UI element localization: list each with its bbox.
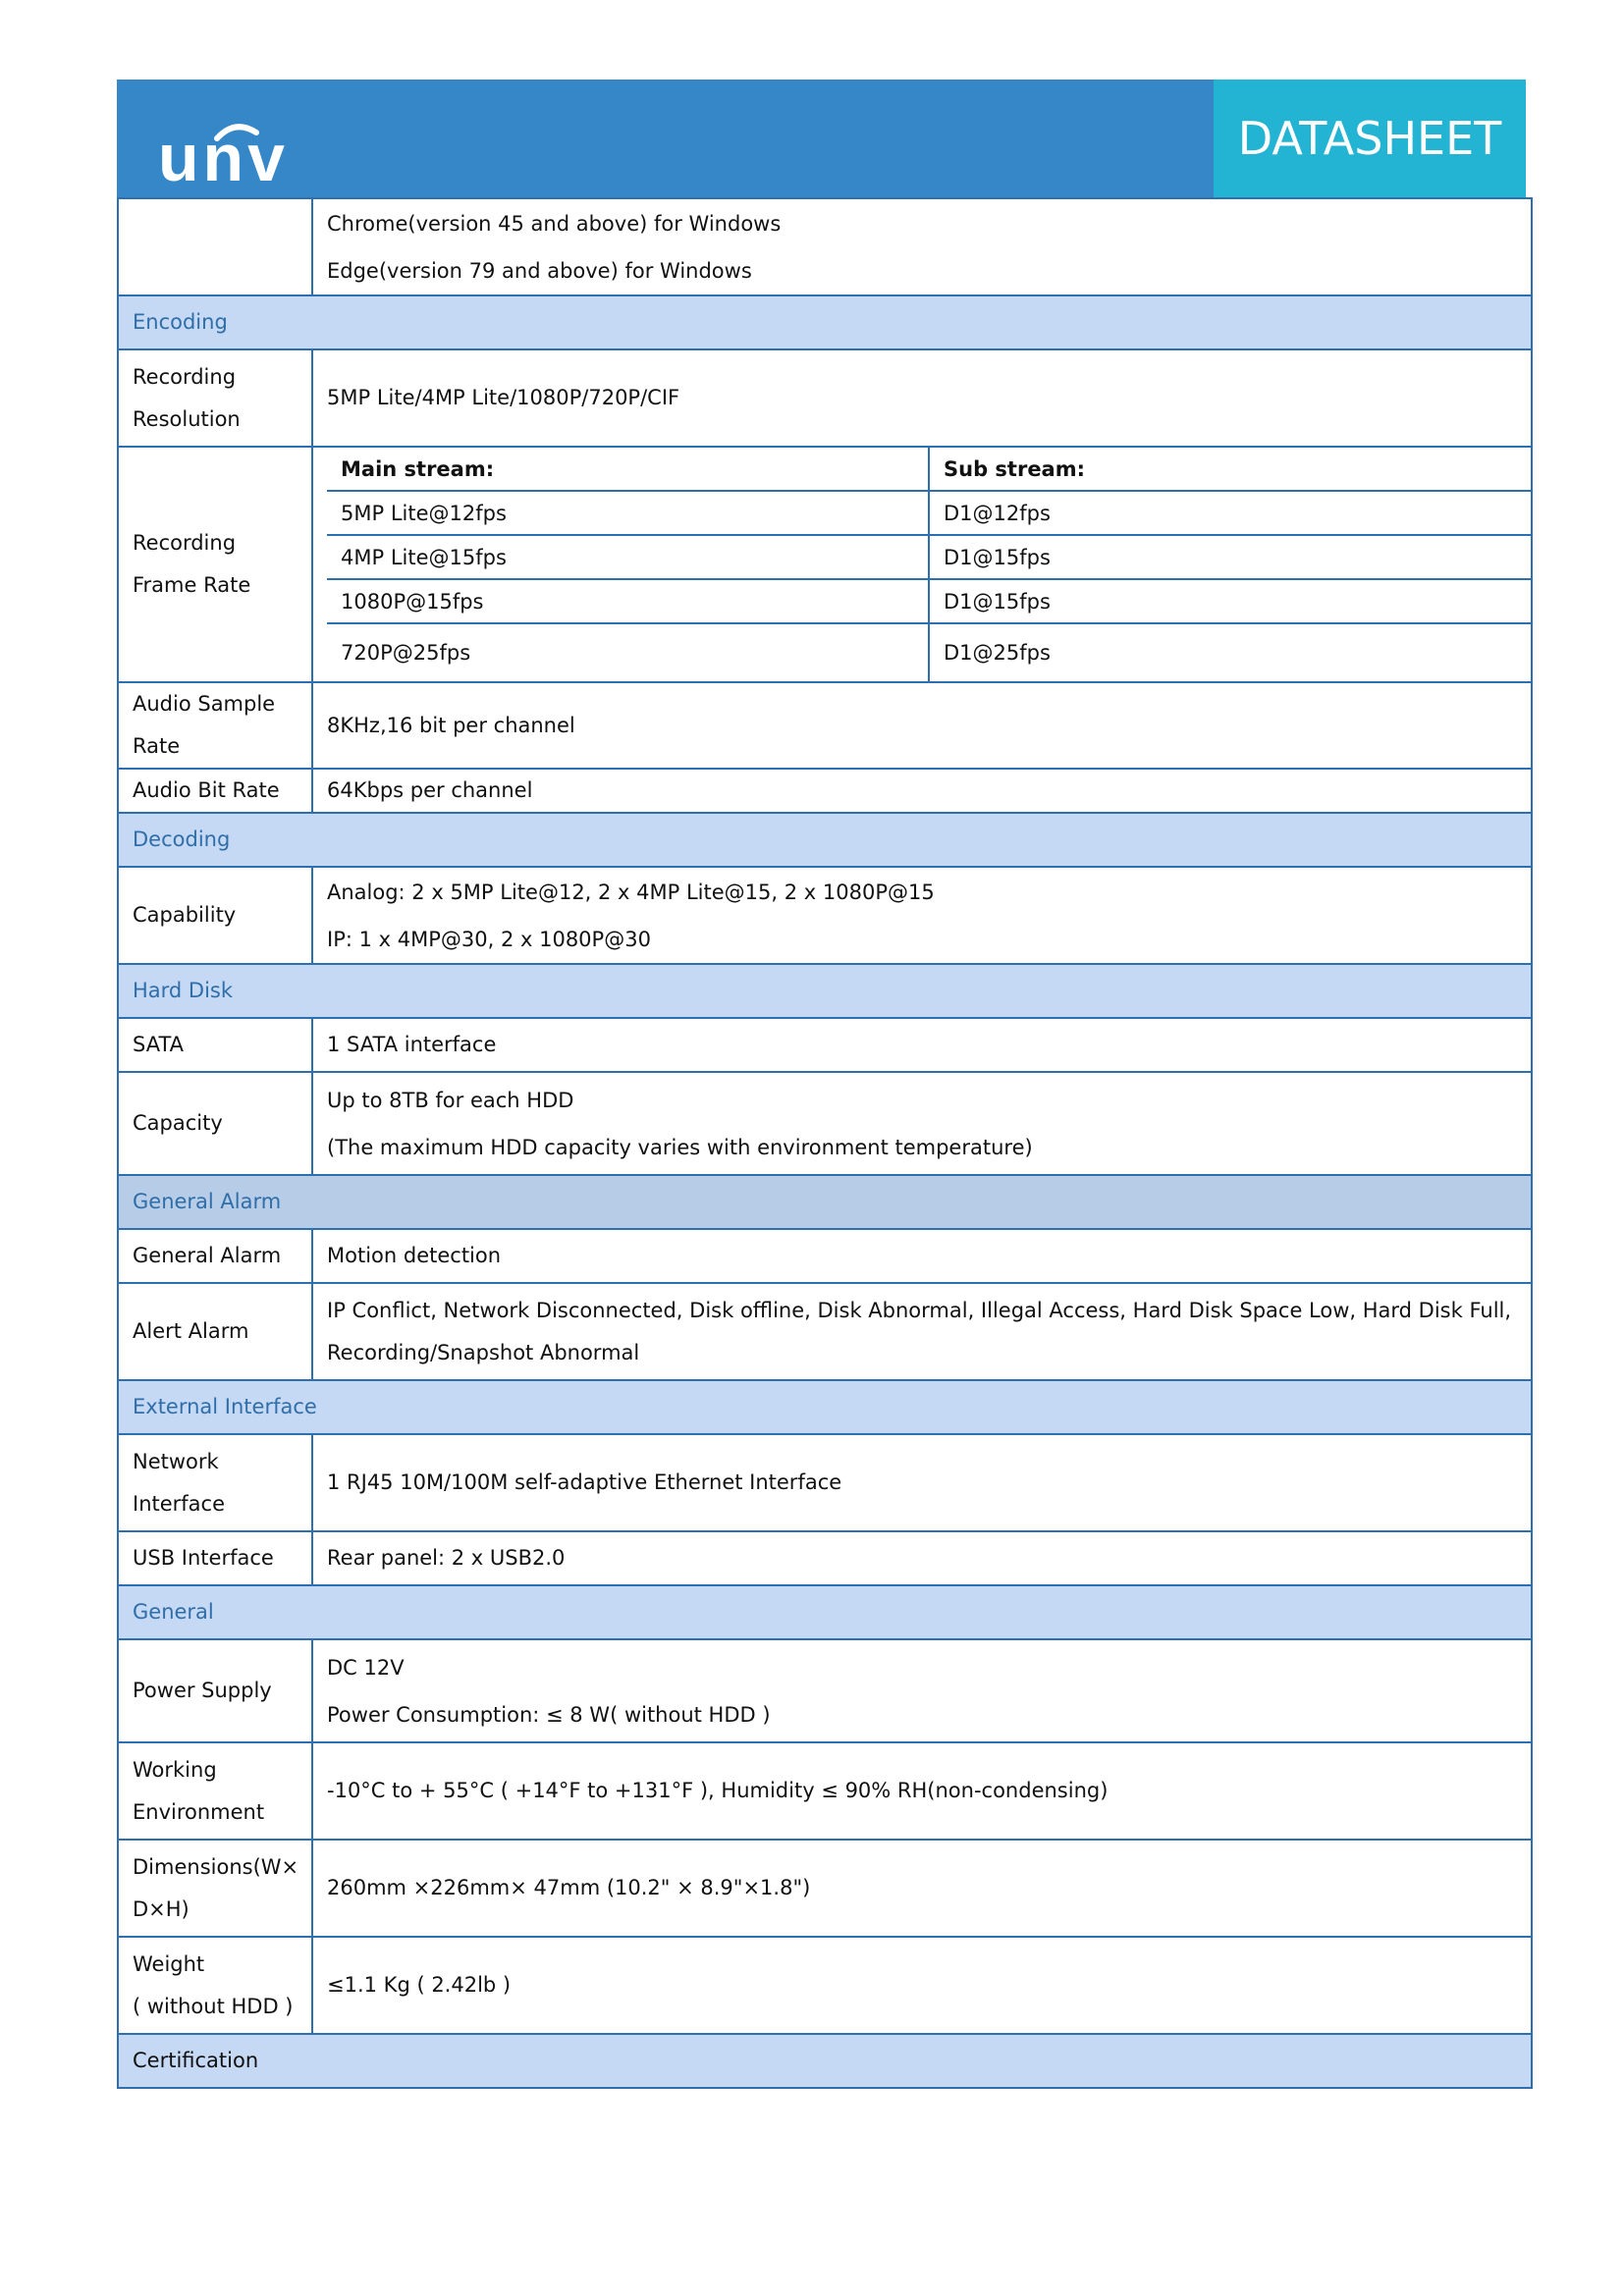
spec-value xyxy=(312,867,1532,964)
label-line: Environment xyxy=(133,1799,265,1824)
datasheet-badge xyxy=(1214,80,1526,198)
sub-stream-value: D1@15fps xyxy=(929,535,1531,579)
spec-value: 5MP Lite/4MP Lite/1080P/720P/CIF xyxy=(312,349,1532,447)
spec-label: Power Supply xyxy=(118,1639,312,1742)
section-certification xyxy=(118,2034,1532,2088)
spec-label xyxy=(118,1937,312,2034)
value-line: DC 12V xyxy=(327,1655,405,1680)
spec-value: 1 SATA interface xyxy=(312,1018,1532,1072)
label-line: Resolution xyxy=(133,406,241,431)
label-line: Weight xyxy=(133,1951,205,1976)
spec-label: General Alarm xyxy=(118,1229,312,1283)
browser-chrome: Chrome(version 45 and above) for Windows xyxy=(327,211,782,236)
row-general-alarm xyxy=(118,1229,1532,1283)
spec-value: Motion detection xyxy=(312,1229,1532,1283)
value-line: IP Conflict, Network Disconnected, Disk offline, Disk Abnormal, Illegal Access, Hard Disk Space Low, Hard Disk Full, xyxy=(327,1298,1512,1322)
spec-value: 8KHz,16 bit per channel xyxy=(312,682,1532,769)
stream-row xyxy=(327,491,1531,535)
spec-label: USB Interface xyxy=(118,1531,312,1585)
row-dimensions xyxy=(118,1840,1532,1937)
row-capability xyxy=(118,867,1532,964)
spec-label xyxy=(118,1840,312,1937)
spec-value: ≤1.1 Kg ( 2.42lb ) xyxy=(312,1937,1532,2034)
label-line: D×H) xyxy=(133,1896,189,1921)
stream-row xyxy=(327,623,1531,681)
label-line: Frame Rate xyxy=(133,573,251,597)
spec-label: Audio Bit Rate xyxy=(118,769,312,813)
browser-edge: Edge(version 79 and above) for Windows xyxy=(327,258,752,283)
value-line: Power Consumption: ≤ 8 W( without HDD ) xyxy=(327,1702,771,1727)
sub-stream-value: D1@15fps xyxy=(929,579,1531,623)
section-encoding xyxy=(118,295,1532,349)
row-audio-sample-rate xyxy=(118,682,1532,769)
label-line: Recording xyxy=(133,531,237,555)
value-line: IP: 1 x 4MP@30, 2 x 1080P@30 xyxy=(327,927,651,951)
spec-label: SATA xyxy=(118,1018,312,1072)
row-weight xyxy=(118,1937,1532,2034)
row-audio-bit-rate xyxy=(118,769,1532,813)
stream-table-cell xyxy=(312,447,1532,682)
stream-table xyxy=(327,448,1531,681)
row-alert-alarm xyxy=(118,1283,1532,1380)
spec-value xyxy=(312,1283,1532,1380)
row-power-supply xyxy=(118,1639,1532,1742)
browser-value-cell xyxy=(312,198,1532,295)
row-capacity xyxy=(118,1072,1532,1175)
label-line: Dimensions(W× xyxy=(133,1854,299,1879)
spec-value: Rear panel: 2 x USB2.0 xyxy=(312,1531,1532,1585)
label-line: ( without HDD ) xyxy=(133,1994,294,2018)
main-stream-header: Main stream: xyxy=(327,448,929,491)
datasheet-header xyxy=(117,80,1526,198)
main-stream-value: 5MP Lite@12fps xyxy=(327,491,929,535)
value-line: Analog: 2 x 5MP Lite@12, 2 x 4MP Lite@15, 2 x 1080P@15 xyxy=(327,880,935,904)
label-line: Interface xyxy=(133,1491,226,1516)
main-stream-value: 720P@25fps xyxy=(327,623,929,681)
stream-row xyxy=(327,579,1531,623)
section-title: Encoding xyxy=(118,295,1532,349)
main-stream-value: 1080P@15fps xyxy=(327,579,929,623)
section-title: Decoding xyxy=(118,813,1532,867)
section-title: External Interface xyxy=(118,1380,1532,1434)
browser-row xyxy=(118,198,1532,295)
spec-label xyxy=(118,682,312,769)
spec-label xyxy=(118,1742,312,1840)
spec-table xyxy=(117,197,1533,2089)
spec-value: -10°C to + 55°C ( +14°F to +131°F ), Humidity ≤ 90% RH(non-condensing) xyxy=(312,1742,1532,1840)
sub-stream-value: D1@12fps xyxy=(929,491,1531,535)
label-line: Working xyxy=(133,1757,217,1782)
row-usb-interface xyxy=(118,1531,1532,1585)
section-general-alarm xyxy=(118,1175,1532,1229)
stream-header-row xyxy=(327,448,1531,491)
label-line: Network xyxy=(133,1449,219,1473)
logo-text: unv xyxy=(158,121,289,195)
section-general xyxy=(118,1585,1532,1639)
row-recording-frame-rate xyxy=(118,447,1532,682)
spec-value: 64Kbps per channel xyxy=(312,769,1532,813)
label-line: Recording xyxy=(133,364,237,389)
spec-label: Capacity xyxy=(118,1072,312,1175)
section-external-interface xyxy=(118,1380,1532,1434)
section-title: General Alarm xyxy=(118,1175,1532,1229)
spec-label xyxy=(118,1434,312,1531)
datasheet-title: DATASHEET xyxy=(1237,112,1502,165)
spec-label: Alert Alarm xyxy=(118,1283,312,1380)
spec-label xyxy=(118,349,312,447)
section-title: General xyxy=(118,1585,1532,1639)
row-recording-resolution xyxy=(118,349,1532,447)
spec-label xyxy=(118,447,312,682)
main-stream-value: 4MP Lite@15fps xyxy=(327,535,929,579)
browser-label-cell xyxy=(118,198,312,295)
row-network-interface xyxy=(118,1434,1532,1531)
value-line: Recording/Snapshot Abnormal xyxy=(327,1340,640,1364)
row-sata xyxy=(118,1018,1532,1072)
spec-label: Capability xyxy=(118,867,312,964)
value-line: Up to 8TB for each HDD xyxy=(327,1088,574,1112)
value-line: (The maximum HDD capacity varies with environment temperature) xyxy=(327,1135,1033,1159)
spec-value xyxy=(312,1072,1532,1175)
label-line: Rate xyxy=(133,734,181,758)
spec-value xyxy=(312,1639,1532,1742)
sub-stream-value: D1@25fps xyxy=(944,641,1051,665)
row-working-environment xyxy=(118,1742,1532,1840)
sub-stream-header: Sub stream: xyxy=(929,448,1531,491)
section-decoding xyxy=(118,813,1532,867)
section-title: Hard Disk xyxy=(118,964,1532,1018)
label-line: Audio Sample xyxy=(133,692,276,716)
section-title: Certification xyxy=(118,2034,1532,2088)
spec-value: 260mm ×226mm× 47mm (10.2" × 8.9"×1.8") xyxy=(312,1840,1532,1937)
spec-value: 1 RJ45 10M/100M self-adaptive Ethernet Interface xyxy=(312,1434,1532,1531)
stream-row xyxy=(327,535,1531,579)
section-hard-disk xyxy=(118,964,1532,1018)
